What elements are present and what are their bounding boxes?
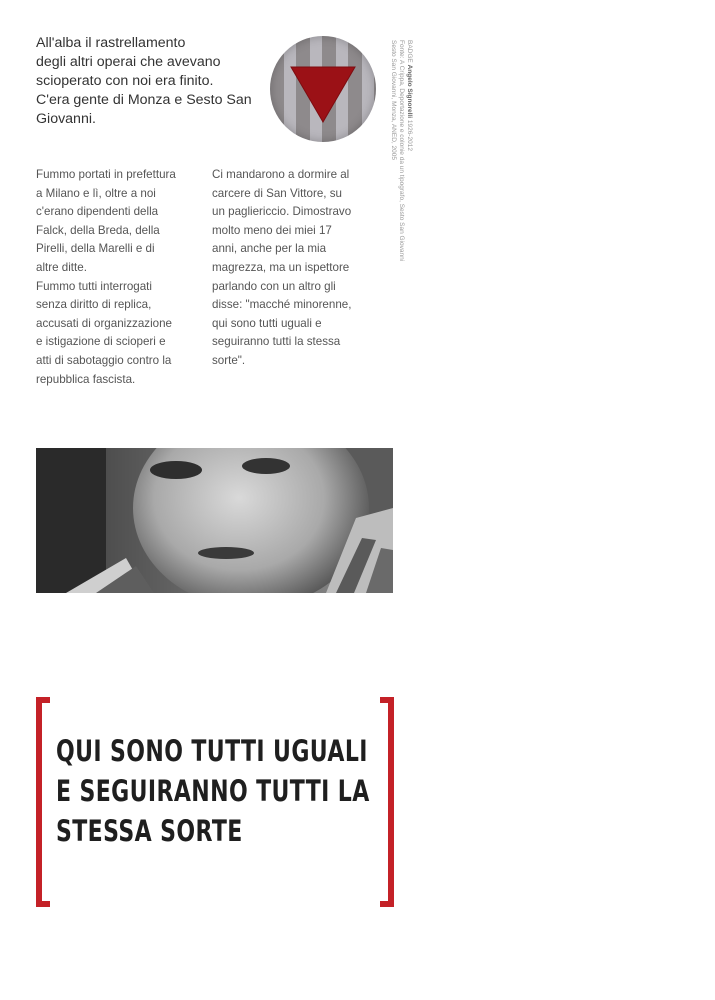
intro-line: All'alba il rastrellamento	[36, 35, 186, 51]
column-line: c'erano dipendenti della	[36, 205, 159, 219]
column-line: senza diritto di replica,	[36, 298, 152, 312]
photo-credit	[389, 40, 413, 261]
credit-name: Angelo Signorelli	[406, 64, 413, 119]
quote-line: E SEGUIRANNO TUTTI LA	[56, 774, 370, 808]
right-bracket	[380, 697, 394, 907]
column-line: un pagliericcio. Dimostravo	[212, 205, 352, 219]
column-line: carcere di San Vittore, su	[212, 186, 342, 200]
red-triangle-icon	[270, 36, 376, 142]
column-line: seguiranno tutti la stessa	[212, 335, 341, 349]
column-line: accusati di organizzazione	[36, 316, 172, 330]
column-line: parlando con un altro gli	[212, 279, 336, 293]
quote-line: QUI SONO TUTTI UGUALI	[56, 734, 368, 768]
left-bracket	[36, 697, 50, 907]
intro-line: C'era gente di Monza e Sesto San	[36, 92, 252, 108]
column-line: anni, anche per la mia	[212, 242, 327, 256]
column-line: Fummo tutti interrogati	[36, 279, 152, 293]
column-line: Pirelli, della Marelli e di	[36, 242, 155, 256]
quote-text	[56, 731, 370, 851]
column-line: repubblica fascista.	[36, 372, 136, 386]
credit-source: Fonte: A Crippa, Deportazione e colonie da un tipografo, Sesto San Giovanni	[398, 40, 405, 262]
portrait-illustration	[36, 448, 393, 593]
intro-paragraph	[36, 34, 268, 129]
testimony-column-left	[36, 166, 204, 389]
column-line: qui sono tutti uguali e	[212, 316, 322, 330]
portrait-photo	[36, 448, 393, 593]
column-line: e istigazione di scioperi e	[36, 335, 166, 349]
intro-line: Giovanni.	[36, 111, 96, 127]
intro-line: scioperato con noi era finito.	[36, 73, 214, 89]
intro-line: degli altri operai che avevano	[36, 54, 221, 70]
credit-dates: 1926-2012	[406, 119, 413, 151]
credit-prefix: BADGE	[406, 40, 413, 63]
column-line: altre ditte.	[36, 260, 87, 274]
column-line: molto meno dei miei 17	[212, 223, 332, 237]
column-line: disse: "macché minorenne,	[212, 298, 352, 312]
pull-quote	[36, 697, 394, 907]
column-line: Fummo portati in prefettura	[36, 168, 176, 181]
column-line: Ci mandarono a dormire al	[212, 168, 350, 181]
testimony-column-right	[212, 166, 380, 371]
column-line: sorte".	[212, 353, 246, 367]
column-line: magrezza, ma un ispettore	[212, 260, 350, 274]
red-triangle-badge-icon	[270, 36, 376, 142]
quote-line: STESSA SORTE	[56, 814, 243, 848]
column-line: a Milano e lì, oltre a noi	[36, 186, 156, 200]
credit-publication: Sesto San Giovanni, Monza, ANED, 2005	[390, 40, 397, 160]
column-line: Falck, della Breda, della	[36, 223, 160, 237]
column-line: atti di sabotaggio contro la	[36, 353, 172, 367]
